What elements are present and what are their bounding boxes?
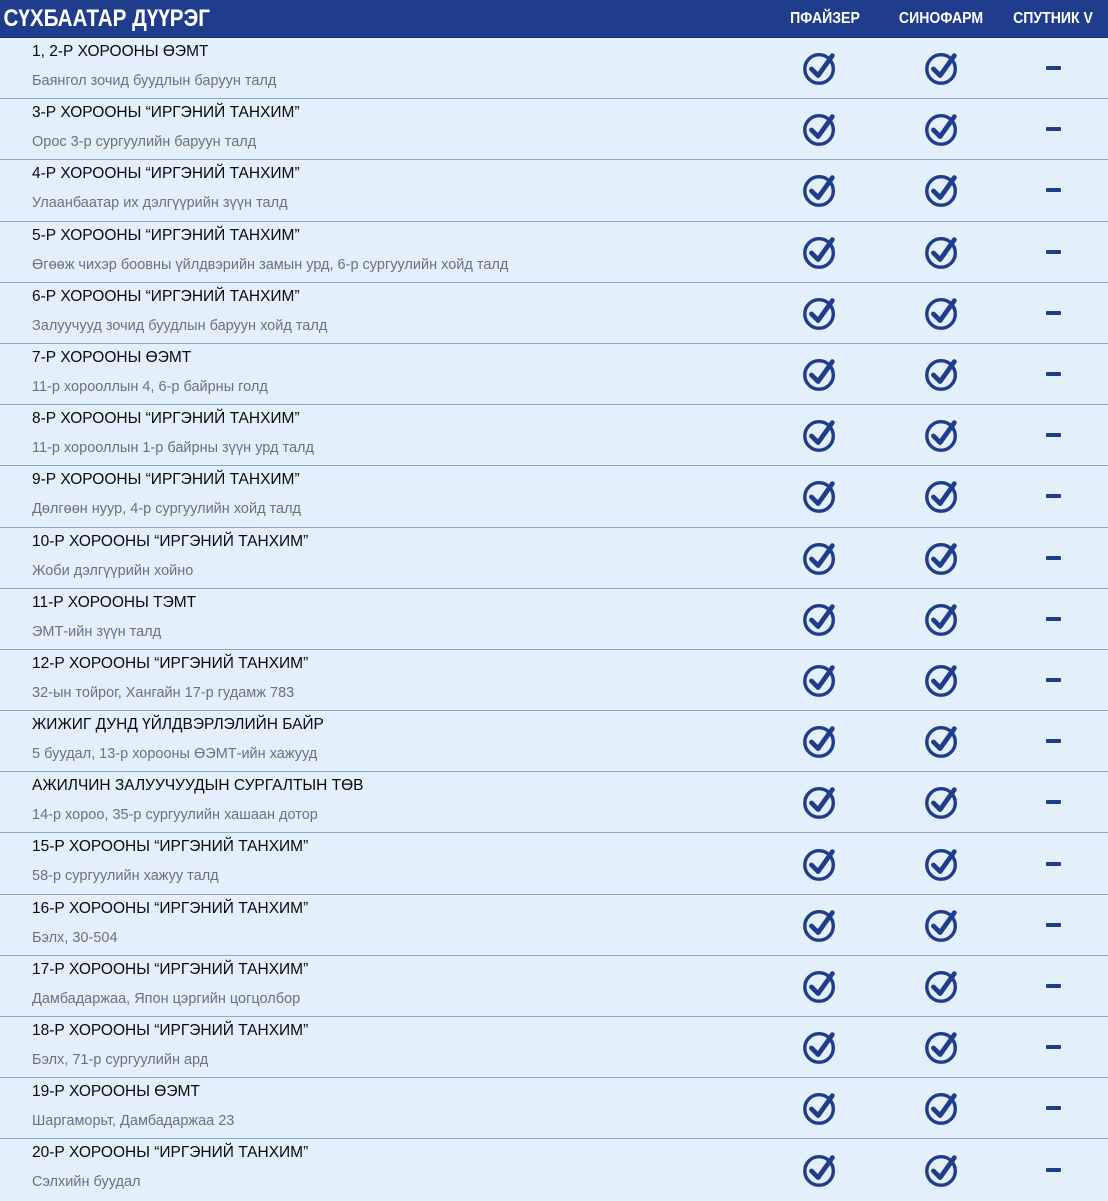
sputnik-cell (1003, 772, 1103, 832)
pfizer-cell (770, 528, 870, 588)
sinopharm-cell (892, 466, 992, 526)
sinopharm-cell (892, 711, 992, 771)
site-address: 11-р хорооллын 1-р байрны зүүн урд талд (32, 440, 314, 457)
table-row (0, 589, 1108, 650)
sputnik-cell (1003, 711, 1103, 771)
check-circle-icon (923, 722, 961, 760)
sputnik-cell (1003, 466, 1103, 526)
check-circle-icon (801, 906, 839, 944)
pfizer-cell (770, 38, 870, 98)
check-circle-icon (801, 1028, 839, 1066)
dash-icon (1046, 923, 1061, 927)
check-circle-icon (801, 110, 839, 148)
pfizer-cell (770, 99, 870, 159)
check-circle-icon (923, 355, 961, 393)
site-name: 11-Р ХОРООНЫ ТЭМТ (32, 593, 197, 611)
site-address: 58-р сургуулийн хажуу талд (32, 868, 219, 885)
check-circle-icon (923, 294, 961, 332)
sinopharm-cell (892, 528, 992, 588)
site-name: 9-Р ХОРООНЫ “ИРГЭНИЙ ТАНХИМ” (32, 471, 300, 489)
check-circle-icon (923, 967, 961, 1005)
site-address: Сэлхийн буудал (32, 1174, 141, 1191)
check-circle-icon (923, 661, 961, 699)
check-circle-icon (801, 171, 839, 209)
sputnik-cell (1003, 283, 1103, 343)
pfizer-cell (770, 711, 870, 771)
table-row (0, 38, 1108, 99)
site-name: 7-Р ХОРООНЫ ӨЭМТ (32, 348, 192, 366)
sinopharm-cell (892, 895, 992, 955)
dash-icon (1046, 494, 1061, 498)
check-circle-icon (923, 539, 961, 577)
sputnik-cell (1003, 895, 1103, 955)
site-name: 3-Р ХОРООНЫ “ИРГЭНИЙ ТАНХИМ” (32, 104, 300, 122)
table-row (0, 405, 1108, 466)
site-name: 20-Р ХОРООНЫ “ИРГЭНИЙ ТАНХИМ” (32, 1144, 309, 1162)
check-circle-icon (923, 477, 961, 515)
sputnik-cell (1003, 222, 1103, 282)
pfizer-cell (770, 1078, 870, 1138)
check-circle-icon (923, 233, 961, 271)
check-circle-icon (923, 783, 961, 821)
site-address: Орос 3-р сургуулийн баруун талд (32, 134, 257, 151)
table-row (0, 160, 1108, 221)
check-circle-icon (923, 845, 961, 883)
check-circle-icon (923, 600, 961, 638)
pfizer-cell (770, 344, 870, 404)
sinopharm-cell (892, 650, 992, 710)
site-name: АЖИЛЧИН ЗАЛУУЧУУДЫН СУРГАЛТЫН ТӨВ (32, 777, 364, 795)
check-circle-icon (801, 416, 839, 454)
sinopharm-cell (892, 405, 992, 465)
site-name: 12-Р ХОРООНЫ “ИРГЭНИЙ ТАНХИМ” (32, 654, 309, 672)
site-address: Улаанбаатар их дэлгүүрийн зүүн талд (32, 195, 288, 212)
check-circle-icon (923, 49, 961, 87)
table-row (0, 222, 1108, 283)
table-row (0, 711, 1108, 772)
site-name: 4-Р ХОРООНЫ “ИРГЭНИЙ ТАНХИМ” (32, 165, 300, 183)
table-row (0, 1078, 1108, 1139)
sputnik-cell (1003, 528, 1103, 588)
table-row (0, 283, 1108, 344)
check-circle-icon (923, 416, 961, 454)
table-row (0, 1139, 1108, 1200)
check-circle-icon (801, 1151, 839, 1189)
site-name: 19-Р ХОРООНЫ ӨЭМТ (32, 1083, 200, 1101)
site-address: Бэлх, 30-504 (32, 929, 118, 946)
pfizer-cell (770, 833, 870, 893)
check-circle-icon (801, 722, 839, 760)
dash-icon (1046, 372, 1061, 376)
site-name: ЖИЖИГ ДУНД ҮЙЛДВЭРЛЭЛИЙН БАЙР (32, 716, 324, 734)
sputnik-cell (1003, 833, 1103, 893)
site-address: Өгөөж чихэр боовны үйлдвэрийн замын урд, 6-р сургуулийн хойд талд (32, 256, 509, 273)
site-address: Дамбадаржаа, Япон цэргийн цогцолбор (32, 990, 301, 1007)
dash-icon (1046, 311, 1061, 315)
pfizer-cell (770, 589, 870, 649)
site-address: Жоби дэлгүүрийн хойно (32, 562, 194, 579)
sputnik-cell (1003, 160, 1103, 220)
site-address: Шаргаморьт, Дамбадаржаа 23 (32, 1113, 235, 1130)
check-circle-icon (923, 1151, 961, 1189)
table-body (0, 38, 1108, 1201)
sputnik-cell (1003, 99, 1103, 159)
sinopharm-cell (892, 38, 992, 98)
site-address: 11-р хорооллын 4, 6-р байрны голд (32, 378, 268, 395)
check-circle-icon (801, 600, 839, 638)
sinopharm-cell (892, 589, 992, 649)
check-circle-icon (923, 1028, 961, 1066)
dash-icon (1046, 1045, 1061, 1049)
table-row (0, 833, 1108, 894)
check-circle-icon (801, 661, 839, 699)
pfizer-cell (770, 650, 870, 710)
sputnik-cell (1003, 1078, 1103, 1138)
sputnik-cell (1003, 650, 1103, 710)
site-name: 15-Р ХОРООНЫ “ИРГЭНИЙ ТАНХИМ” (32, 838, 309, 856)
site-address: 5 буудал, 13-р хорооны ӨЭМТ-ийн хажууд (32, 746, 318, 763)
site-address: Залуучууд зочид буудлын баруун хойд талд (32, 317, 328, 334)
table-row (0, 1017, 1108, 1078)
check-circle-icon (923, 110, 961, 148)
table-row (0, 528, 1108, 589)
table-row (0, 956, 1108, 1017)
sinopharm-cell (892, 283, 992, 343)
dash-icon (1046, 250, 1061, 254)
pfizer-cell (770, 772, 870, 832)
dash-icon (1046, 984, 1061, 988)
check-circle-icon (923, 171, 961, 209)
dash-icon (1046, 862, 1061, 866)
check-circle-icon (801, 355, 839, 393)
site-address: 32-ын тойрог, Хангайн 17-р гудамж 783 (32, 684, 295, 701)
district-title: СҮХБААТАР ДҮҮРЭГ (3, 4, 210, 32)
check-circle-icon (801, 233, 839, 271)
site-name: 10-Р ХОРООНЫ “ИРГЭНИЙ ТАНХИМ” (32, 532, 309, 550)
pfizer-cell (770, 1017, 870, 1077)
site-address: Баянгол зочид буудлын баруун талд (32, 73, 277, 89)
sinopharm-cell (892, 99, 992, 159)
sinopharm-cell (892, 344, 992, 404)
pfizer-cell (770, 466, 870, 526)
column-header-pfizer: ПФАЙЗЕР (790, 9, 860, 27)
site-name: 1, 2-Р ХОРООНЫ ӨЭМТ (32, 43, 209, 60)
sputnik-cell (1003, 956, 1103, 1016)
site-name: 6-Р ХОРООНЫ “ИРГЭНИЙ ТАНХИМ” (32, 287, 300, 305)
site-name: 16-Р ХОРООНЫ “ИРГЭНИЙ ТАНХИМ” (32, 899, 309, 917)
check-circle-icon (801, 1089, 839, 1127)
site-name: 5-Р ХОРООНЫ “ИРГЭНИЙ ТАНХИМ” (32, 226, 300, 244)
table-row (0, 466, 1108, 527)
dash-icon (1046, 433, 1061, 437)
sputnik-cell (1003, 405, 1103, 465)
dash-icon (1046, 556, 1061, 560)
sinopharm-cell (892, 956, 992, 1016)
sinopharm-cell (892, 222, 992, 282)
site-address: 14-р хороо, 35-р сургуулийн хашаан дотор (32, 807, 318, 824)
site-name: 17-Р ХОРООНЫ “ИРГЭНИЙ ТАНХИМ” (32, 960, 309, 978)
check-circle-icon (801, 967, 839, 1005)
dash-icon (1046, 127, 1061, 131)
check-circle-icon (923, 906, 961, 944)
pfizer-cell (770, 895, 870, 955)
check-circle-icon (801, 845, 839, 883)
table-header (0, 0, 1108, 38)
dash-icon (1046, 1168, 1061, 1172)
sinopharm-cell (892, 1017, 992, 1077)
dash-icon (1046, 1106, 1061, 1110)
site-name: 8-Р ХОРООНЫ “ИРГЭНИЙ ТАНХИМ” (32, 410, 300, 428)
site-address: ЭМТ-ийн зүүн талд (32, 623, 162, 640)
sputnik-cell (1003, 1017, 1103, 1077)
sputnik-cell (1003, 589, 1103, 649)
check-circle-icon (923, 1089, 961, 1127)
pfizer-cell (770, 405, 870, 465)
check-circle-icon (801, 294, 839, 332)
table-row (0, 99, 1108, 160)
column-header-sputnik: СПУТНИК V (1013, 9, 1093, 27)
table-row (0, 895, 1108, 956)
check-circle-icon (801, 49, 839, 87)
pfizer-cell (770, 160, 870, 220)
site-address: Бэлх, 71-р сургуулийн ард (32, 1052, 209, 1068)
check-circle-icon (801, 783, 839, 821)
dash-icon (1046, 66, 1061, 70)
sinopharm-cell (892, 1139, 992, 1200)
table-row (0, 650, 1108, 711)
column-header-sinopharm: СИНОФАРМ (898, 9, 984, 27)
check-circle-icon (801, 477, 839, 515)
table-row (0, 344, 1108, 405)
sinopharm-cell (892, 1078, 992, 1138)
dash-icon (1046, 617, 1061, 621)
dash-icon (1046, 188, 1061, 192)
pfizer-cell (770, 1139, 870, 1200)
table-row (0, 772, 1108, 833)
pfizer-cell (770, 222, 870, 282)
sputnik-cell (1003, 38, 1103, 98)
pfizer-cell (770, 283, 870, 343)
sputnik-cell (1003, 1139, 1103, 1200)
site-address: Дөлгөөн нуур, 4-р сургуулийн хойд талд (32, 501, 302, 518)
sinopharm-cell (892, 160, 992, 220)
site-name: 18-Р ХОРООНЫ “ИРГЭНИЙ ТАНХИМ” (32, 1022, 309, 1039)
pfizer-cell (770, 956, 870, 1016)
sputnik-cell (1003, 344, 1103, 404)
dash-icon (1046, 678, 1061, 682)
sinopharm-cell (892, 772, 992, 832)
dash-icon (1046, 739, 1061, 743)
check-circle-icon (801, 539, 839, 577)
sinopharm-cell (892, 833, 992, 893)
dash-icon (1046, 800, 1061, 804)
